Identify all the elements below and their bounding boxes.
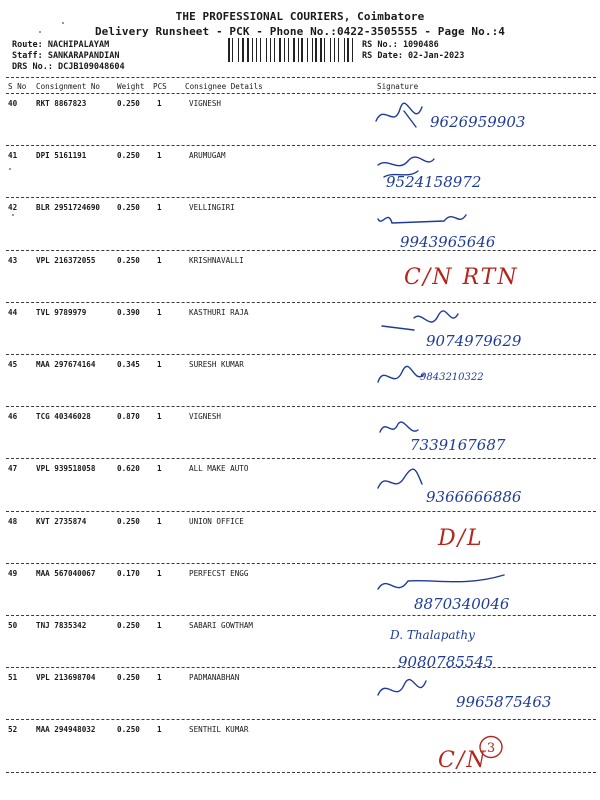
barcode-bar xyxy=(247,38,249,62)
cell-consignee: KRISHNAVALLI xyxy=(189,255,244,265)
drs-number: DRS No.: DCJB109048604 xyxy=(12,62,125,72)
signature-area xyxy=(370,306,595,358)
barcode-bar xyxy=(301,38,303,62)
barcode-bar xyxy=(254,38,256,62)
cell-consignment: TVL 9789979 xyxy=(36,307,87,317)
cell-pcs: 1 xyxy=(157,568,162,578)
barcode-bar xyxy=(331,38,333,62)
barcode-bar xyxy=(266,38,267,62)
cell-weight: 0.250 xyxy=(117,621,140,630)
table-row xyxy=(0,619,600,671)
table-row xyxy=(0,671,600,723)
table-row xyxy=(0,201,600,253)
phone-number-handwritten: 9074979629 xyxy=(426,331,522,350)
cell-consignee: ARUMUGAM xyxy=(189,151,226,161)
barcode-bar xyxy=(239,38,241,62)
barcode-bar xyxy=(245,38,246,62)
barcode-bar xyxy=(326,38,328,62)
barcode-bar xyxy=(242,38,244,62)
row-divider xyxy=(6,772,596,773)
delivery-remark: C/N xyxy=(438,748,488,774)
signature-area xyxy=(370,358,595,410)
cell-pcs: 1 xyxy=(157,412,162,422)
barcode-bar xyxy=(268,38,269,62)
barcode-bar xyxy=(231,38,232,62)
signature-area xyxy=(370,462,595,514)
delivery-remark: C/N RTN xyxy=(404,264,519,290)
phone-number-handwritten: 9524158972 xyxy=(386,173,482,192)
barcode-bar xyxy=(338,38,340,62)
col-signature: Signature xyxy=(377,82,419,91)
signature-scribble xyxy=(378,680,426,695)
cell-weight: 0.250 xyxy=(117,255,140,265)
cell-consignment: VPL 216372055 xyxy=(36,255,96,265)
cell-consignee: SABARI GOWTHAM xyxy=(189,621,254,630)
barcode-bar xyxy=(318,38,319,62)
row-divider xyxy=(6,458,596,459)
cell-consignment: RKT 8867823 xyxy=(36,99,87,108)
runsheet-title: Delivery Runsheet - PCK - Phone No.:0422-3505555 - Page No.:4 xyxy=(94,25,506,38)
signature-area xyxy=(370,410,595,462)
signature-scribble xyxy=(378,575,504,589)
barcode-bar xyxy=(323,38,324,62)
cell-weight: 0.390 xyxy=(117,307,140,317)
table-row xyxy=(0,462,600,514)
cell-consignment: TNJ 7835342 xyxy=(36,621,87,630)
cell-weight: 0.250 xyxy=(117,725,140,735)
barcode-bar xyxy=(238,38,239,62)
row-divider xyxy=(6,250,596,251)
barcode-bar xyxy=(347,38,349,62)
col-weight: Weight xyxy=(117,82,145,91)
barcode-bar xyxy=(336,38,337,62)
barcode-bar xyxy=(270,38,272,62)
barcode-bar xyxy=(284,38,285,62)
barcode-bar xyxy=(304,38,306,62)
barcode-bar xyxy=(315,38,317,62)
phone-number-handwritten: 9080785545 xyxy=(398,653,494,671)
scan-speck xyxy=(9,168,11,170)
cell-sno: 48 xyxy=(8,516,18,526)
cell-sno: 43 xyxy=(8,255,18,265)
signature-area xyxy=(370,671,595,723)
cell-pcs: 1 xyxy=(157,203,162,213)
barcode-bar xyxy=(298,38,299,62)
signature-area xyxy=(370,254,595,306)
company-title: THE PROFESSIONAL COURIERS, Coimbatore xyxy=(175,10,425,23)
barcode-bar xyxy=(274,38,275,62)
row-divider xyxy=(6,302,596,303)
signature-scribble xyxy=(378,215,466,223)
row-divider xyxy=(6,197,596,198)
barcode-bar xyxy=(312,38,313,62)
cell-sno: 40 xyxy=(8,99,18,108)
cell-consignee: SURESH KUMAR xyxy=(189,360,244,369)
cell-consignment: MAA 567040067 xyxy=(36,568,96,578)
barcode-bar xyxy=(258,38,259,62)
barcode-bar xyxy=(346,38,347,62)
cell-sno: 47 xyxy=(8,464,18,474)
barcode-bar xyxy=(262,38,264,62)
cell-sno: 42 xyxy=(8,203,18,213)
page-mark-number: 3 xyxy=(486,741,496,756)
cell-weight: 0.345 xyxy=(117,360,140,369)
barcode-bar xyxy=(290,38,292,62)
cell-consignee: KASTHURI RAJA xyxy=(189,307,249,317)
barcode-bar xyxy=(340,38,342,62)
table-row xyxy=(0,149,600,201)
table-row xyxy=(0,567,600,619)
barcode xyxy=(228,38,356,62)
cell-consignment: KVT 2735874 xyxy=(36,516,87,526)
cell-pcs: 1 xyxy=(157,621,162,630)
cell-weight: 0.250 xyxy=(117,151,140,161)
table-row xyxy=(0,97,600,149)
barcode-bar xyxy=(344,38,345,62)
barcode-bar xyxy=(293,38,295,62)
row-divider xyxy=(6,615,596,616)
cell-sno: 44 xyxy=(8,307,18,317)
col-sno: S No xyxy=(8,82,27,91)
barcode-bar xyxy=(320,38,322,62)
rs-number: RS No.: 1090486 xyxy=(362,40,439,50)
cell-consignment: TCG 40346028 xyxy=(36,412,91,422)
signature-scribble xyxy=(378,366,424,382)
cell-pcs: 1 xyxy=(157,151,162,161)
barcode-bar xyxy=(354,38,356,62)
signature-area xyxy=(370,97,595,149)
col-consignment: Consignment No xyxy=(36,82,101,91)
barcode-bar xyxy=(314,38,315,62)
cell-sno: 49 xyxy=(8,568,18,578)
barcode-bar xyxy=(288,38,289,62)
phone-number-handwritten: 9366666886 xyxy=(426,488,522,507)
cell-sno: 41 xyxy=(8,151,18,161)
barcode-bar xyxy=(307,38,308,62)
signature-scribble xyxy=(380,422,418,432)
cell-consignee: VELLINGIRI xyxy=(189,203,235,213)
phone-number-handwritten: 9843210322 xyxy=(420,372,484,383)
cell-consignment: MAA 294948032 xyxy=(36,725,96,735)
barcode-bar xyxy=(334,38,335,62)
phone-number-handwritten: 9626959903 xyxy=(430,113,526,131)
barcode-bar xyxy=(308,38,310,62)
row-divider xyxy=(6,406,596,407)
cell-consignment: VPL 939518058 xyxy=(36,464,96,474)
cell-consignment: MAA 297674164 xyxy=(36,360,96,369)
cell-pcs: 1 xyxy=(157,360,162,369)
phone-number-handwritten: 8870340046 xyxy=(414,594,510,613)
scan-speck xyxy=(39,31,41,33)
cell-pcs: 1 xyxy=(157,673,162,683)
route-label: Route: NACHIPALAYAM xyxy=(12,40,110,50)
cell-consignment: VPL 213698704 xyxy=(36,673,96,683)
barcode-bar xyxy=(300,38,301,62)
cell-sno: 52 xyxy=(8,725,18,735)
barcode-bar xyxy=(272,38,273,62)
phone-number-handwritten: 7339167687 xyxy=(410,436,506,455)
barcode-bar xyxy=(279,38,281,62)
barcode-bar xyxy=(232,38,233,62)
cell-consignee: PERFECST ENGG xyxy=(189,568,249,578)
cell-pcs: 1 xyxy=(157,464,162,474)
cell-consignee: UNION OFFICE xyxy=(189,516,244,526)
staff-label: Staff: SANKARAPANDIAN xyxy=(12,51,120,61)
col-consignee: Consignee Details xyxy=(185,82,263,91)
barcode-bar xyxy=(282,38,283,62)
signature-area xyxy=(370,567,595,619)
signature-area xyxy=(370,149,595,201)
barcode-bar xyxy=(276,38,278,62)
cell-weight: 0.250 xyxy=(117,516,140,526)
cell-weight: 0.250 xyxy=(117,673,140,683)
table-row xyxy=(0,410,600,462)
cell-pcs: 1 xyxy=(157,307,162,317)
barcode-bar xyxy=(234,38,236,62)
col-pcs: PCS xyxy=(153,82,167,91)
cell-weight: 0.620 xyxy=(117,464,140,474)
barcode-bar xyxy=(296,38,297,62)
cell-weight: 0.250 xyxy=(117,203,140,213)
cell-consignee: PADMANABHAN xyxy=(189,673,240,683)
cell-sno: 45 xyxy=(8,360,18,369)
table-row xyxy=(0,254,600,306)
row-divider xyxy=(6,511,596,512)
barcode-bar xyxy=(256,38,257,62)
table-row xyxy=(0,723,600,775)
row-divider xyxy=(6,145,596,146)
header-divider-bottom xyxy=(6,93,596,94)
phone-number-handwritten: 9943965646 xyxy=(400,233,496,252)
receiver-name: D. Thalapathy xyxy=(390,628,475,642)
phone-number-handwritten: 9965875463 xyxy=(456,693,552,712)
cell-consignment: DPI 5161191 xyxy=(36,151,87,161)
rs-date: RS Date: 02-Jan-2023 xyxy=(362,51,465,61)
barcode-bar xyxy=(350,38,351,62)
signature-scribble xyxy=(376,103,422,127)
cell-consignee: VIGNESH xyxy=(189,99,222,108)
barcode-bar xyxy=(260,38,262,62)
barcode-bar xyxy=(352,38,353,62)
barcode-bar xyxy=(228,38,230,62)
signature-area xyxy=(370,619,595,671)
cell-weight: 0.170 xyxy=(117,568,140,578)
cell-sno: 51 xyxy=(8,673,18,683)
barcode-bar xyxy=(285,38,287,62)
barcode-bar xyxy=(330,38,331,62)
cell-consignee: ALL MAKE AUTO xyxy=(189,464,249,474)
cell-consignment: BLR 2951724690 xyxy=(36,203,101,213)
table-row xyxy=(0,358,600,410)
header-divider-top xyxy=(6,77,596,78)
cell-weight: 0.250 xyxy=(117,99,140,108)
signature-area xyxy=(370,515,595,567)
cell-consignee: SENTHIL KUMAR xyxy=(189,725,249,735)
cell-consignee: VIGNESH xyxy=(189,412,222,422)
signature-area xyxy=(370,201,595,253)
row-divider xyxy=(6,563,596,564)
row-divider xyxy=(6,719,596,720)
signature-scribble xyxy=(382,311,458,330)
signature-scribble xyxy=(378,470,422,489)
cell-pcs: 1 xyxy=(157,725,162,735)
cell-pcs: 1 xyxy=(157,516,162,526)
barcode-bar xyxy=(250,38,251,62)
scan-speck xyxy=(12,214,14,216)
row-divider xyxy=(6,354,596,355)
cell-weight: 0.870 xyxy=(117,412,140,422)
barcode-bar xyxy=(252,38,253,62)
row-divider xyxy=(6,667,596,668)
table-row xyxy=(0,306,600,358)
delivery-remark: D/L xyxy=(438,525,484,551)
page-mark-circle xyxy=(478,734,504,760)
barcode-bar xyxy=(324,38,325,62)
cell-pcs: 1 xyxy=(157,255,162,265)
scan-speck xyxy=(62,22,64,24)
cell-pcs: 1 xyxy=(157,99,162,108)
table-row xyxy=(0,515,600,567)
cell-sno: 50 xyxy=(8,621,18,630)
cell-sno: 46 xyxy=(8,412,18,422)
